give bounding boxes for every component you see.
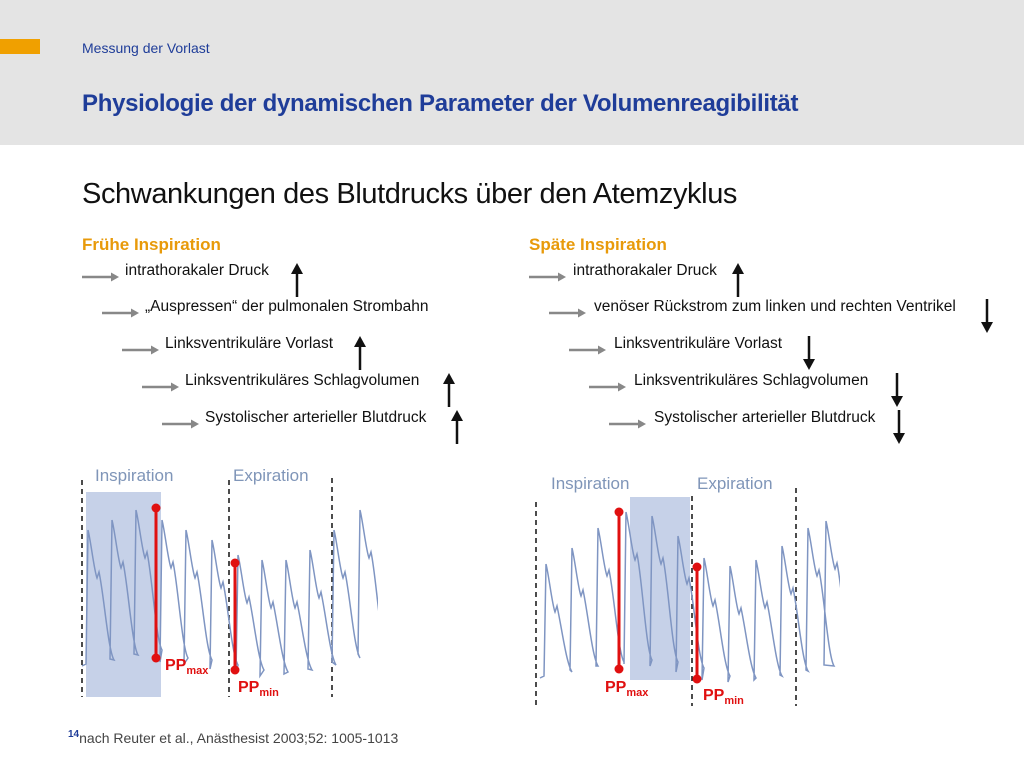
inspiration-label: Inspiration: [551, 474, 630, 493]
accent-bar: [0, 39, 40, 54]
late-step-4: Linksventrikuläres Schlagvolumen: [634, 372, 869, 389]
pp-max-label: $PP_{max}$: [165, 657, 209, 677]
early-step-2: „Auspressen“ der pulmonalen Strombahn: [145, 298, 429, 315]
arrow-down-icon: [802, 335, 816, 371]
page-number: 14: [68, 729, 80, 740]
late-step-1: intrathorakaler Druck: [573, 262, 717, 279]
heading-late-inspiration: Späte Inspiration: [529, 235, 667, 254]
pp-min-bottom-marker: [231, 666, 240, 675]
cascade-arrow-icon: [142, 380, 180, 392]
slide-title: Physiologie der dynamischen Parameter der Volumenreagibilität: [82, 90, 799, 117]
pp-max-top-marker: [152, 504, 161, 513]
expiration-label: Expiration: [233, 466, 309, 485]
pressure-waveform-early: [78, 460, 378, 710]
inspiration-label: Inspiration: [95, 466, 174, 485]
pp-min-top-marker: [231, 559, 240, 568]
pp-max-bottom-marker: [615, 665, 624, 674]
early-step-4: Linksventrikuläres Schlagvolumen: [185, 372, 420, 389]
pp-min-top-marker: [693, 563, 702, 572]
arrow-down-icon: [980, 298, 994, 334]
late-step-3: Linksventrikuläre Vorlast: [614, 335, 782, 352]
arrow-down-icon: [890, 372, 904, 408]
cascade-arrow-icon: [549, 306, 587, 318]
cascade-arrow-icon: [569, 343, 607, 355]
pressure-waveform-late: [530, 466, 840, 716]
arrow-up-icon: [731, 262, 745, 298]
cascade-arrow-icon: [82, 270, 120, 282]
heading-early-inspiration: Frühe Inspiration: [82, 235, 221, 254]
pp-max-bottom-marker: [152, 654, 161, 663]
arrow-up-icon: [290, 262, 304, 298]
section-label: Messung der Vorlast: [82, 40, 210, 56]
late-step-2: venöser Rückstrom zum linken und rechten Ventrikel: [594, 298, 956, 315]
inspiration-highlight: [630, 497, 690, 680]
pp-min-label: $PP_{min}$: [238, 679, 279, 699]
cascade-arrow-icon: [162, 417, 200, 429]
arrow-up-icon: [450, 409, 464, 445]
arrow-up-icon: [442, 372, 456, 408]
pp-max-top-marker: [615, 508, 624, 517]
arrow-down-icon: [892, 409, 906, 445]
arrow-up-icon: [353, 335, 367, 371]
pp-min-bottom-marker: [693, 675, 702, 684]
early-step-5: Systolischer arterieller Blutdruck: [205, 409, 427, 426]
slide-subtitle: Schwankungen des Blutdrucks über den Atemzyklus: [82, 178, 738, 210]
pp-min-label: $PP_{min}$: [703, 687, 744, 707]
cascade-arrow-icon: [609, 417, 647, 429]
expiration-label: Expiration: [697, 474, 773, 493]
footnote: [68, 730, 398, 746]
early-step-1: intrathorakaler Druck: [125, 262, 269, 279]
cascade-arrow-icon: [122, 343, 160, 355]
citation: nach Reuter et al., Anästhesist 2003;52: 1005-1013: [79, 730, 399, 746]
cascade-arrow-icon: [589, 380, 627, 392]
early-step-3: Linksventrikuläre Vorlast: [165, 335, 333, 352]
cascade-arrow-icon: [102, 306, 140, 318]
late-step-5: Systolischer arterieller Blutdruck: [654, 409, 876, 426]
slide-header: [0, 0, 1024, 145]
inspiration-highlight: [86, 492, 161, 697]
cascade-arrow-icon: [529, 270, 567, 282]
pp-max-label: $PP_{max}$: [605, 679, 649, 699]
